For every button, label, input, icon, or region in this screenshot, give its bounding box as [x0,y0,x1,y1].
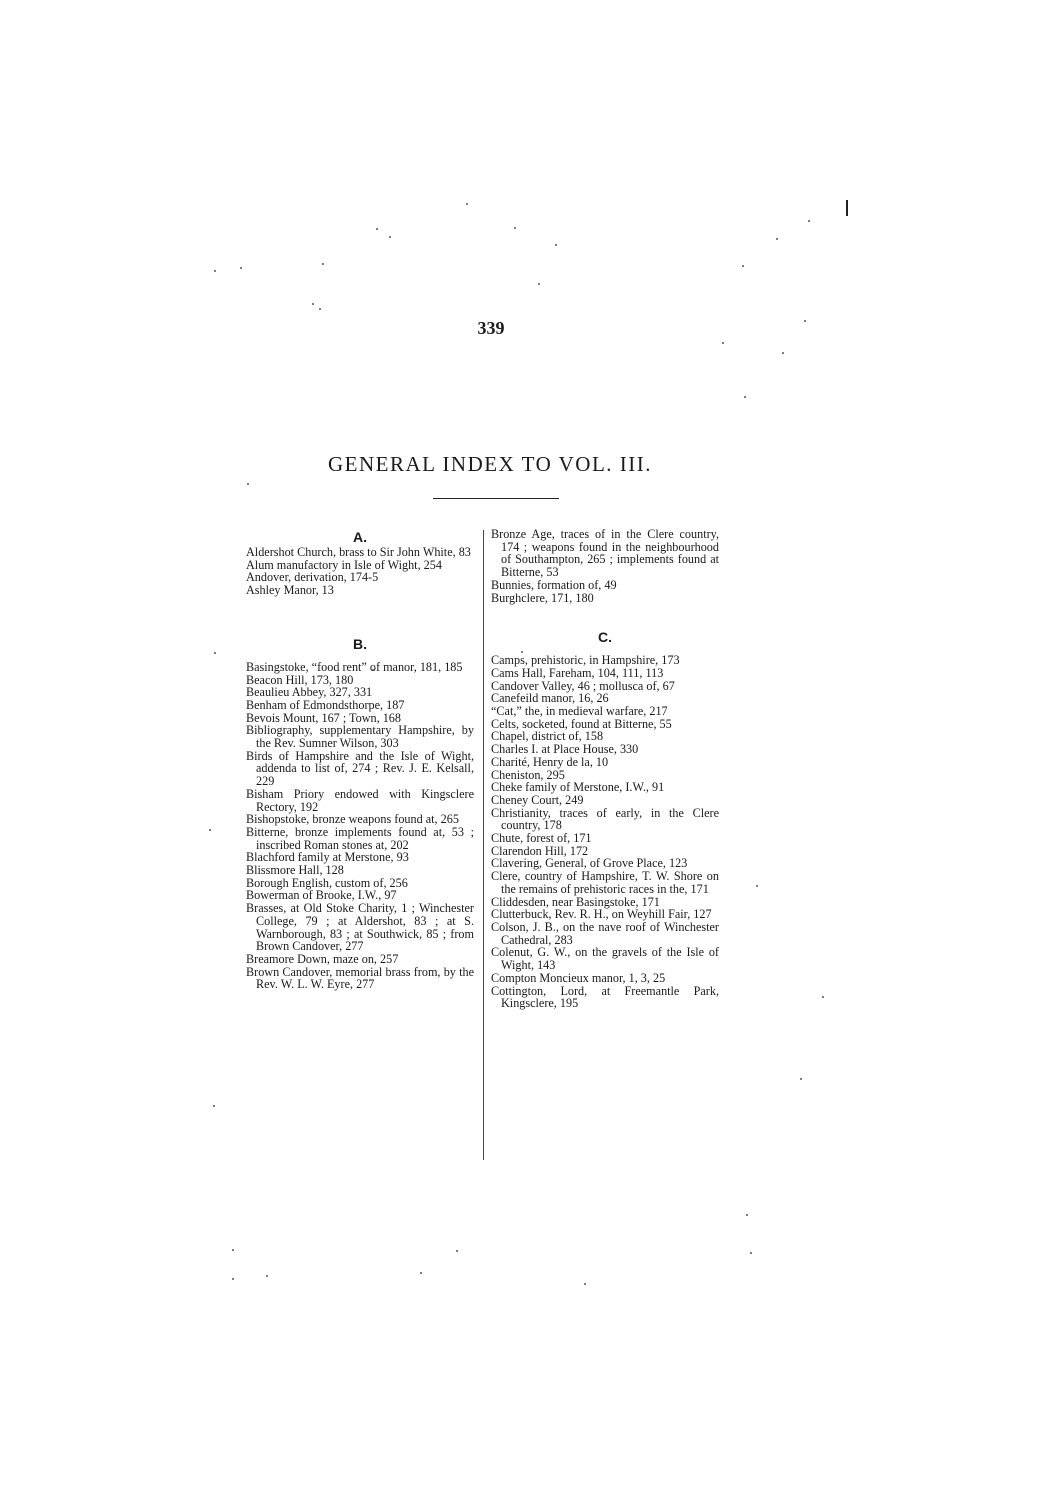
index-entry: Beaulieu Abbey, 327, 331 [246,685,373,700]
scan-speck [466,203,468,205]
scan-speck [209,829,211,831]
index-entry: Bunnies, formation of, 49 [491,577,617,592]
scan-speck [742,265,744,267]
index-entry: Breamore Down, maze on, 257 [246,951,399,966]
index-entry: Colson, J. B., on the nave roof of Winchester Cathedral, 283 [491,919,719,947]
index-entry: Alum manufactory in Isle of Wight, 254 [246,557,442,572]
index-entry: Cliddesden, near Basingstoke, 171 [491,894,660,909]
index-entry: Bibliography, supplementary Hampshire, by the Rev. Sumner Wilson, 303 [246,723,474,751]
scan-speck [420,1272,422,1274]
scan-speck [213,1105,215,1107]
section-letter-a: A. [353,529,367,545]
index-entry: Camps, prehistoric, in Hampshire, 173 [491,653,680,668]
index-entry: “Cat,” the, in medieval warfare, 217 [491,704,668,719]
scan-speck [214,652,216,654]
scan-speck [319,308,321,310]
index-entry: Blachford family at Merstone, 93 [246,850,409,865]
scan-speck [555,244,557,246]
index-entry: Bowerman of Brooke, I.W., 97 [246,888,397,903]
section-c-entries [491,654,719,1010]
scan-speck [722,342,724,344]
title-rule [433,498,559,499]
scan-speck [800,1078,802,1080]
index-entry: Cheke family of Merstone, I.W., 91 [491,780,665,795]
scan-speck [322,263,324,265]
right-column [491,528,719,1010]
index-entry: Cams Hall, Fareham, 104, 111, 113 [491,665,664,680]
index-entry: Chute, forest of, 171 [491,831,592,846]
index-entry: Cottington, Lord, at Freemantle Park, Kingsclere, 195 [491,983,719,1011]
index-entry: Clarendon Hill, 172 [491,843,589,858]
index-entry: Charité, Henry de la, 10 [491,754,609,769]
scan-speck [538,283,540,285]
left-column [246,528,474,991]
scan-speck [247,483,249,485]
index-entry: Chapel, district of, 158 [491,729,604,744]
scan-speck [514,227,516,229]
index-entry: Clere, country of Hampshire, T. W. Shore on the remains of prehistoric races in the, 171 [491,869,719,896]
scan-speck [782,352,784,354]
index-entry: Burghclere, 171, 180 [491,590,594,605]
index-entry: Borough English, custom of, 256 [246,875,408,890]
scan-speck [744,396,746,398]
index-entry: Compton Moncieux manor, 1, 3, 25 [491,970,666,985]
section-gap [246,597,474,635]
scan-mark [846,200,848,216]
index-entry: Beacon Hill, 173, 180 [246,672,354,687]
scan-speck [804,320,806,322]
scan-speck [584,1283,586,1285]
index-entry: Benham of Edmondsthorpe, 187 [246,697,405,712]
section-letter-b: B. [353,635,367,652]
section-a-entries [246,546,474,597]
index-entry: Bronze Age, traces of in the Clere country, 174 ; weapons found in the neighbourhood of Southampton, 265 ; implements found at Bitterne, 53 [491,527,719,580]
index-entry: Christianity, traces of early, in the Clere country, 178 [491,805,719,833]
section-letter-c: C. [598,629,612,646]
index-entry: Ashley Manor, 13 [246,583,334,598]
scan-speck [389,236,391,238]
scan-speck [822,996,824,998]
scan-speck [776,238,778,240]
index-entry: Blissmore Hall, 128 [246,863,344,878]
scan-speck [756,885,758,887]
scan-speck [232,1249,234,1251]
scan-speck [312,303,314,305]
index-entry: Brown Candover, memorial brass from, by the Rev. W. L. W. Eyre, 277 [246,964,474,992]
index-entry: Clavering, General, of Grove Place, 123 [491,856,688,871]
index-entry: Bevois Mount, 167 ; Town, 168 [246,710,401,725]
index-entry: Bishopstoke, bronze weapons found at, 265 [246,812,459,827]
scan-speck [808,220,810,222]
index-entry: Colenut, G. W., on the gravels of the Isle of Wight, 143 [491,945,719,973]
scan-speck [456,1250,458,1252]
index-entry: Aldershot Church, brass to Sir John White, 83 [246,545,471,559]
scan-speck [750,1252,752,1254]
scan-speck [214,270,216,272]
section-b-continued-entries [491,528,719,604]
scan-speck [240,267,242,269]
index-entry: Basingstoke, “food rent” of manor, 181, 185 [246,659,463,674]
index-entry: Clutterbuck, Rev. R. H., on Weyhill Fair, 127 [491,907,712,922]
scan-speck [746,1214,748,1216]
page-number: 339 [477,318,505,338]
index-entry: Candover Valley, 46 ; mollusca of, 67 [491,678,675,693]
column-divider [483,530,484,1160]
scan-speck [266,1275,268,1277]
index-entry: Cheney Court, 249 [491,792,584,807]
index-entry: Charles I. at Place House, 330 [491,742,639,757]
section-gap [491,604,719,628]
index-entry: Birds of Hampshire and the Isle of Wight, addenda to list of, 274 ; Rev. J. E. Kelsall, 229 [246,748,474,789]
index-entry: Bitterne, bronze implements found at, 53 ; inscribed Roman stones at, 202 [246,824,474,852]
index-entry: Celts, socketed, found at Bitterne, 55 [491,716,672,731]
index-entry: Bisham Priory endowed with Kingsclere Rectory, 192 [246,786,474,814]
index-entry: Canefeild manor, 16, 26 [491,691,609,706]
index-entry: Brasses, at Old Stoke Charity, 1 ; Winchester College, 79 ; at Aldershot, 83 ; at S. Warnborough, 83 ; at Southwick, 85 ; from Brown Candover, 277 [246,901,474,954]
scan-speck [232,1278,234,1280]
index-entry: Andover, derivation, 174-5 [246,570,379,585]
index-entry: Cheniston, 295 [491,767,565,782]
scan-speck [376,228,378,230]
page-title: GENERAL INDEX TO VOL. III. [327,452,653,476]
section-b-entries [246,661,474,991]
